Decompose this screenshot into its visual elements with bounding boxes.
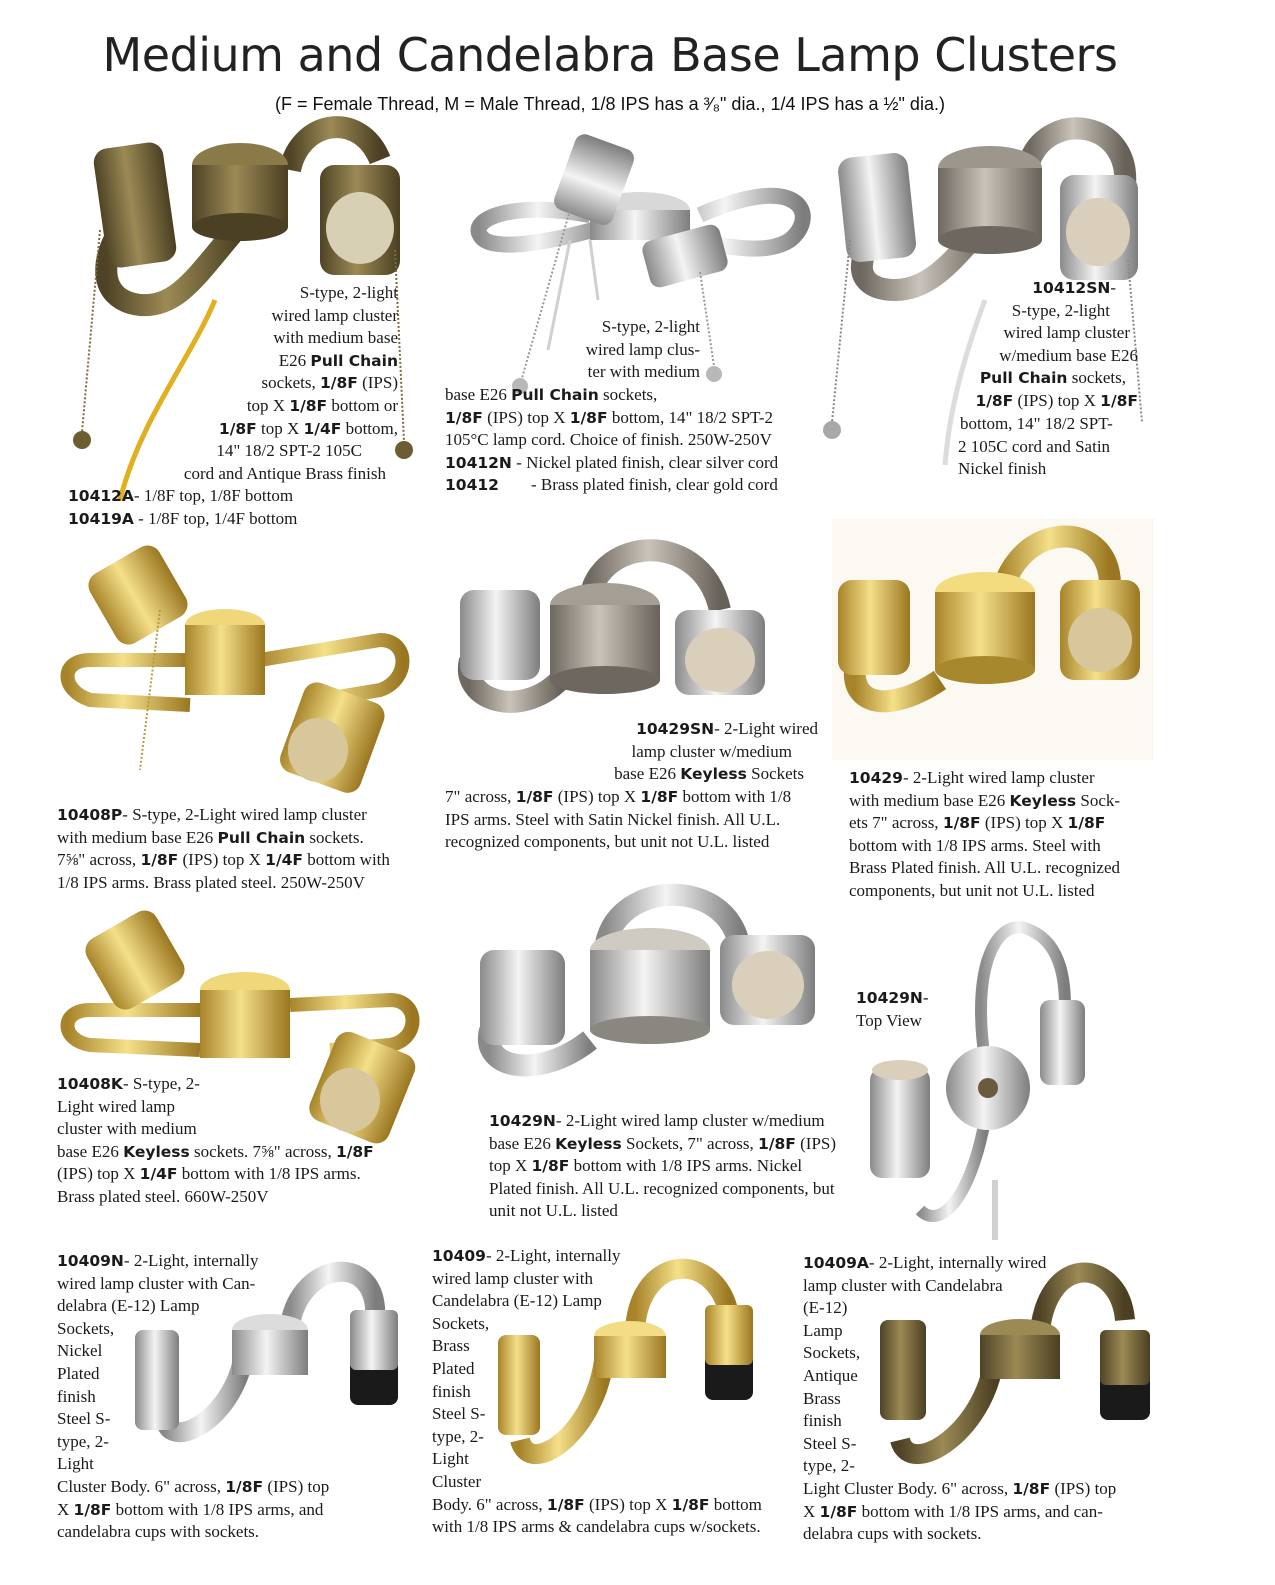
socket-right — [1040, 1000, 1085, 1085]
desc-10409N: 10409N- 2-Light, internally wired lamp cluster with Can- delabra (E-12) Lamp Sockets, Nickel Plated finish Steel S- type, 2- Light Cluster Body. 6" across, 1/8F (IPS) top X 1/8F bottom with 1/8 IPS arms, and candelabra cups with sockets. — [57, 1251, 330, 1542]
desc-10409: 10409- 2-Light, internally wired lamp cluster with Candelabra (E-12) Lamp Sockets, Brass Plated finish Steel S- type, 2- Light Cluster Body. 6" across, 1/8F (IPS) top X 1/8F bottom with 1/8 IPS arms & candelabra cups w/sockets. — [432, 1246, 762, 1537]
desc-10412SN: 10412SN- S-type, 2-light wired lamp cluster w/medium base E26 Pull Chain sockets, 1/8F (IPS) top X 1/8F — [975, 278, 1138, 410]
desc-10408K: 10408K- S-type, 2- Light wired lamp cluster with medium base E26 Keyless sockets. 7⅝" across, 1/8F (IPS) top X 1/4F bottom with 1/8 IPS arms. Brass plated steel. 660W-250V — [57, 1074, 374, 1206]
cluster-10429SN-image — [460, 550, 765, 702]
s-arm — [290, 127, 380, 170]
desc-10412SN-tail: bottom, 14" 18/2 SPT- 2 105C cord and Satin Nickel finish — [958, 414, 1113, 479]
label-10429N-topview: 10429N- Top View — [856, 988, 929, 1030]
cluster-10429N-image — [480, 895, 815, 1066]
desc-10429N: 10429N- 2-Light wired lamp cluster w/medium base E26 Keyless Sockets, 7" across, 1/8F (IPS) top X 1/8F bottom with 1/8 IPS arms. Nickel Plated finish. All U.L. recognized components, but unit not U.L. listed — [489, 1111, 837, 1221]
hub-body — [200, 990, 290, 1058]
cluster-10408P-image — [68, 540, 403, 796]
hub-body — [185, 625, 265, 695]
socket-left — [83, 540, 192, 649]
socket-left — [838, 580, 910, 675]
socket-left — [460, 590, 540, 680]
page-title: Medium and Candelabra Base Lamp Clusters — [102, 28, 1118, 82]
socket-left — [480, 950, 565, 1045]
desc-10408P: 10408P- S-type, 2-Light wired lamp cluster with medium base E26 Pull Chain sockets. 7⅝" across, 1/8F (IPS) top X 1/4F bottom with 1/8 IPS arms. Brass plated steel. 250W-250V — [57, 805, 390, 892]
desc-10412-head: S-type, 2-light wired lamp clus- ter with medium — [585, 317, 700, 382]
desc-10429SN-head: 10429SN- 2-Light wired lamp cluster w/medium base E26 Keyless Sockets — [614, 719, 818, 784]
socket-left — [837, 152, 918, 264]
page-subtitle: (F = Female Thread, M = Male Thread, 1/8 IPS has a ³⁄₈" dia., 1/4 IPS has a ½" dia.) — [275, 94, 945, 114]
sku-list-10412A: 10412A- 1/8F top, 1/8F bottom 10419A - 1/8F top, 1/4F bottom — [68, 486, 298, 528]
desc-10412: base E26 Pull Chain sockets, 1/8F (IPS) top X 1/8F bottom, 14" 18/2 SPT-2 105°C lamp cord. Choice of finish. 250W-250V 10412N - Nickel plated finish, clear silver cord 10412 - Brass plated finish, clear gold cord — [445, 385, 779, 495]
cluster-10429-image — [832, 518, 1154, 760]
desc-10409A: 10409A- 2-Light, internally wired lamp cluster with Candelabra (E-12) Lamp Sockets, Antique Brass finish Steel S- type, 2- Light Cluster Body. 6" across, 1/8F (IPS) top X 1/8F bottom with 1/8 IPS arms, and can- delabra cups with sockets. — [803, 1253, 1117, 1544]
socket-left — [870, 1068, 930, 1178]
desc-10429: 10429- 2-Light wired lamp cluster with medium base E26 Keyless Sock- ets 7" across, 1/8F (IPS) top X 1/8F bottom with 1/8 IPS arms. Steel with Brass Plated finish. All U.L. recognized components, but unit not U.L. listed — [849, 768, 1121, 900]
socket-left — [80, 905, 189, 1014]
cluster-10429N-topview-image — [870, 927, 1085, 1240]
pull-chain-ball — [73, 431, 91, 449]
desc-10429SN: 7" across, 1/8F (IPS) top X 1/8F bottom with 1/8 IPS arms. Steel with Satin Nickel finish. All U.L. recognized components, but unit not U.L. listed — [445, 787, 792, 852]
desc-10412A: S-type, 2-light wired lamp cluster with medium base E26 Pull Chain sockets, 1/8F (IPS) top X 1/8F bottom or 1/8F top X 1/4F bottom, 14" 18/2 SPT-2 105C cord and Antique Brass finish — [183, 283, 398, 483]
